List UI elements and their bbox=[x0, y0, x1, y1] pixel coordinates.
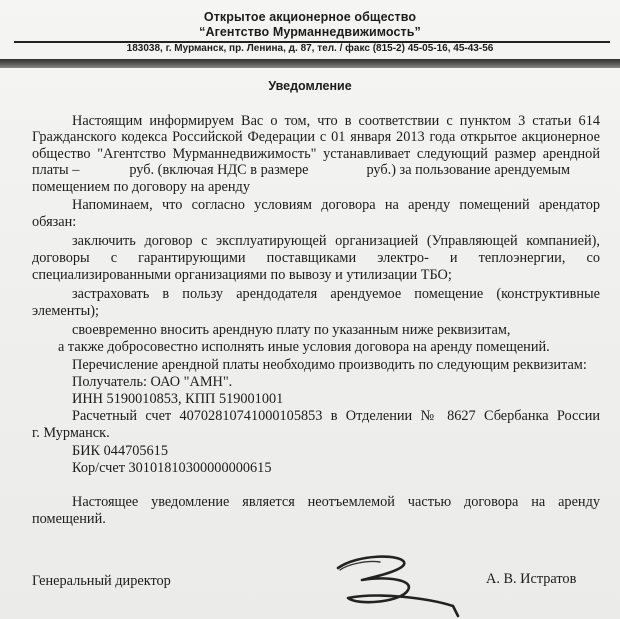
bik: БИК 044705615 bbox=[72, 443, 168, 459]
bank-account-city: г. Мурманск. bbox=[32, 425, 110, 441]
p1-line: помещением по договору на аренду bbox=[32, 179, 250, 195]
payment-intro: Перечисление арендной платы необходимо производить по следующим реквизитам: bbox=[72, 357, 587, 373]
vat-label: руб. (включая НДС в размере bbox=[129, 162, 309, 178]
p1-line: Гражданского кодекса Российской Федерации с 01 января 2013 года открытое акционерное bbox=[32, 129, 600, 145]
signatory-title: Генеральный директор bbox=[32, 573, 171, 589]
p3-line: договоры с гарантирующими поставщиками электро- и теплоэнергии, со bbox=[32, 250, 600, 266]
p1-line: общество "Агентство Мурманнедвижимость" устанавливает следующий размер арендной bbox=[32, 146, 600, 162]
corr-account: Кор/счет 30101810300000000615 bbox=[72, 460, 272, 476]
org-name: “Агентство Мурманнедвижимость” bbox=[199, 25, 421, 39]
letterhead-band bbox=[0, 59, 620, 68]
p5-line: своевременно вносить арендную плату по указанным ниже реквизитам, bbox=[72, 322, 511, 338]
p4-line: застраховать в пользу арендодателя арендуемое помещение (конструктивные bbox=[72, 286, 600, 302]
p5-line: а также добросовестно исполнять иные условия договора на аренду помещений. bbox=[58, 339, 550, 355]
usage-label: руб.) за пользование арендуемым bbox=[366, 162, 571, 178]
p3-line: заключить договор с эксплуатирующей организацией (Управляющей компанией), bbox=[72, 233, 600, 249]
inn-kpp: ИНН 5190010853, КПП 519001001 bbox=[72, 391, 284, 407]
p2-line: Напоминаем, что согласно условиям договора на аренду помещений арендатор bbox=[72, 197, 600, 213]
bank-account: Расчетный счет 40702810741000105853 в Отделении № 8627 Сбербанка России bbox=[72, 408, 600, 424]
p1-line: Настоящим информируем Вас о том, что в соответствии с пунктом 3 статьи 614 bbox=[72, 113, 600, 129]
p3-line: специализированными организациями по вывозу и утилизации ТБО; bbox=[32, 267, 452, 283]
signatory-name: А. В. Истратов bbox=[486, 571, 577, 587]
closing-line: Настоящее уведомление является неотъемлемой частью договора на аренду bbox=[72, 494, 600, 510]
p2-line: обязан: bbox=[32, 214, 77, 230]
closing-line: помещений. bbox=[32, 511, 106, 527]
recipient: Получатель: ОАО "АМН". bbox=[72, 374, 233, 390]
p4-line: элементы); bbox=[32, 303, 99, 319]
amount-label: платы – bbox=[32, 162, 80, 178]
p1-line-amounts bbox=[32, 162, 600, 179]
org-type: Открытое акционерное общество bbox=[203, 10, 417, 24]
document-title: Уведомление bbox=[268, 79, 352, 93]
org-address: 183038, г. Мурманск, пр. Ленина, д. 87, тел. / факс (815-2) 45-05-16, 45-43-56 bbox=[126, 43, 494, 54]
handwritten-signature bbox=[318, 540, 468, 619]
